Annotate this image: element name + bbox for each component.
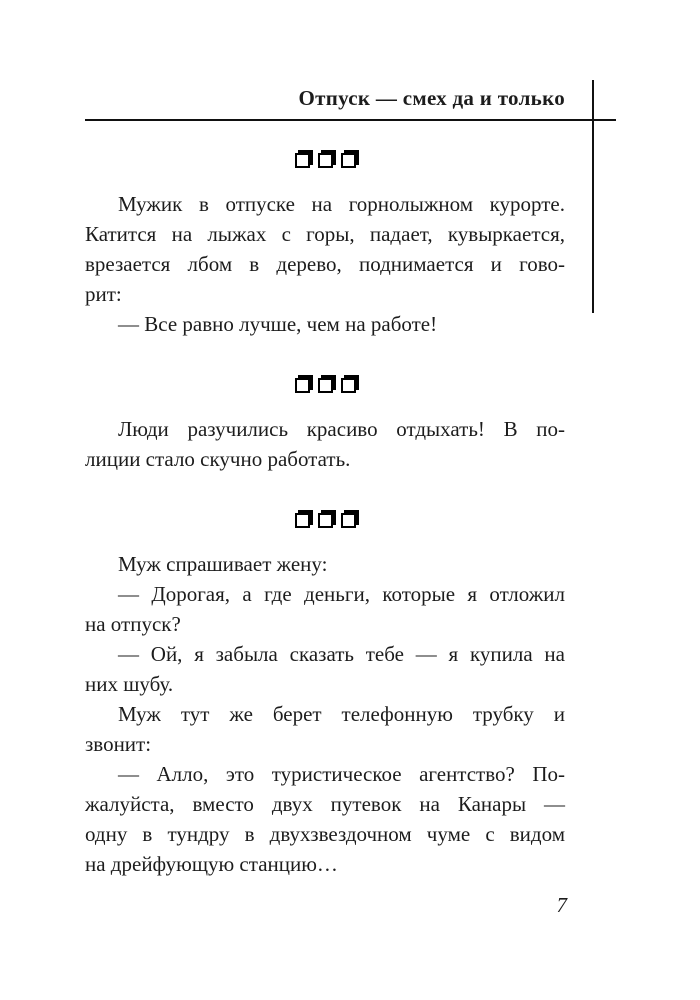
text-line: — Все равно лучше, чем на работе! [118, 312, 438, 336]
shadowed-square-icon [295, 378, 310, 393]
page-content [85, 150, 565, 879]
text-line: них шубу. [85, 672, 174, 696]
shadowed-square-icon [318, 153, 333, 168]
text-line: лиции стало скучно работать. [85, 447, 351, 471]
section-divider [85, 375, 565, 393]
shadowed-square-icon [341, 378, 356, 393]
shadowed-square-icon [295, 513, 310, 528]
section-divider [85, 150, 565, 168]
shadowed-square-icon [341, 153, 356, 168]
text-line: на отпуск? [85, 612, 181, 636]
text-line: на дрейфующую станцию… [85, 852, 338, 876]
paragraph [85, 759, 565, 879]
text-line: — Алло, это туристическое агентство? По- [118, 762, 565, 786]
text-line: Муж спрашивает жену: [118, 552, 328, 576]
paragraph [85, 189, 565, 309]
header-rule [85, 119, 616, 121]
section-divider [85, 510, 565, 528]
text-line: Мужик в отпуске на горнолыжном курорте. [118, 192, 565, 216]
text-line: — Ой, я забыла сказать тебе — я купила на [118, 642, 565, 666]
running-head: Отпуск — смех да и только [298, 86, 565, 110]
text-line: одну в тундру в двухзвездочном чуме с видом [85, 822, 565, 846]
text-line: Катится на лыжах с горы, падает, кувыркается, [85, 222, 565, 246]
text-line: Муж тут же берет телефонную трубку и [118, 702, 565, 726]
shadowed-square-icon [295, 153, 310, 168]
paragraph [85, 309, 565, 339]
paragraph [85, 549, 565, 579]
margin-rule [592, 80, 594, 313]
page-number: 7 [556, 893, 567, 917]
text-line: Люди разучились красиво отдыхать! В по- [118, 417, 565, 441]
text-line: звонит: [85, 732, 152, 756]
text-line: — Дорогая, а где деньги, которые я отложил [118, 582, 565, 606]
text-line: жалуйста, вместо двух путевок на Канары — [85, 792, 565, 816]
paragraph [85, 639, 565, 699]
shadowed-square-icon [318, 378, 333, 393]
shadowed-square-icon [341, 513, 356, 528]
paragraph [85, 579, 565, 639]
text-line: врезается лбом в дерево, поднимается и гово- [85, 252, 565, 276]
paragraph [85, 414, 565, 474]
text-line: рит: [85, 282, 122, 306]
shadowed-square-icon [318, 513, 333, 528]
paragraph [85, 699, 565, 759]
